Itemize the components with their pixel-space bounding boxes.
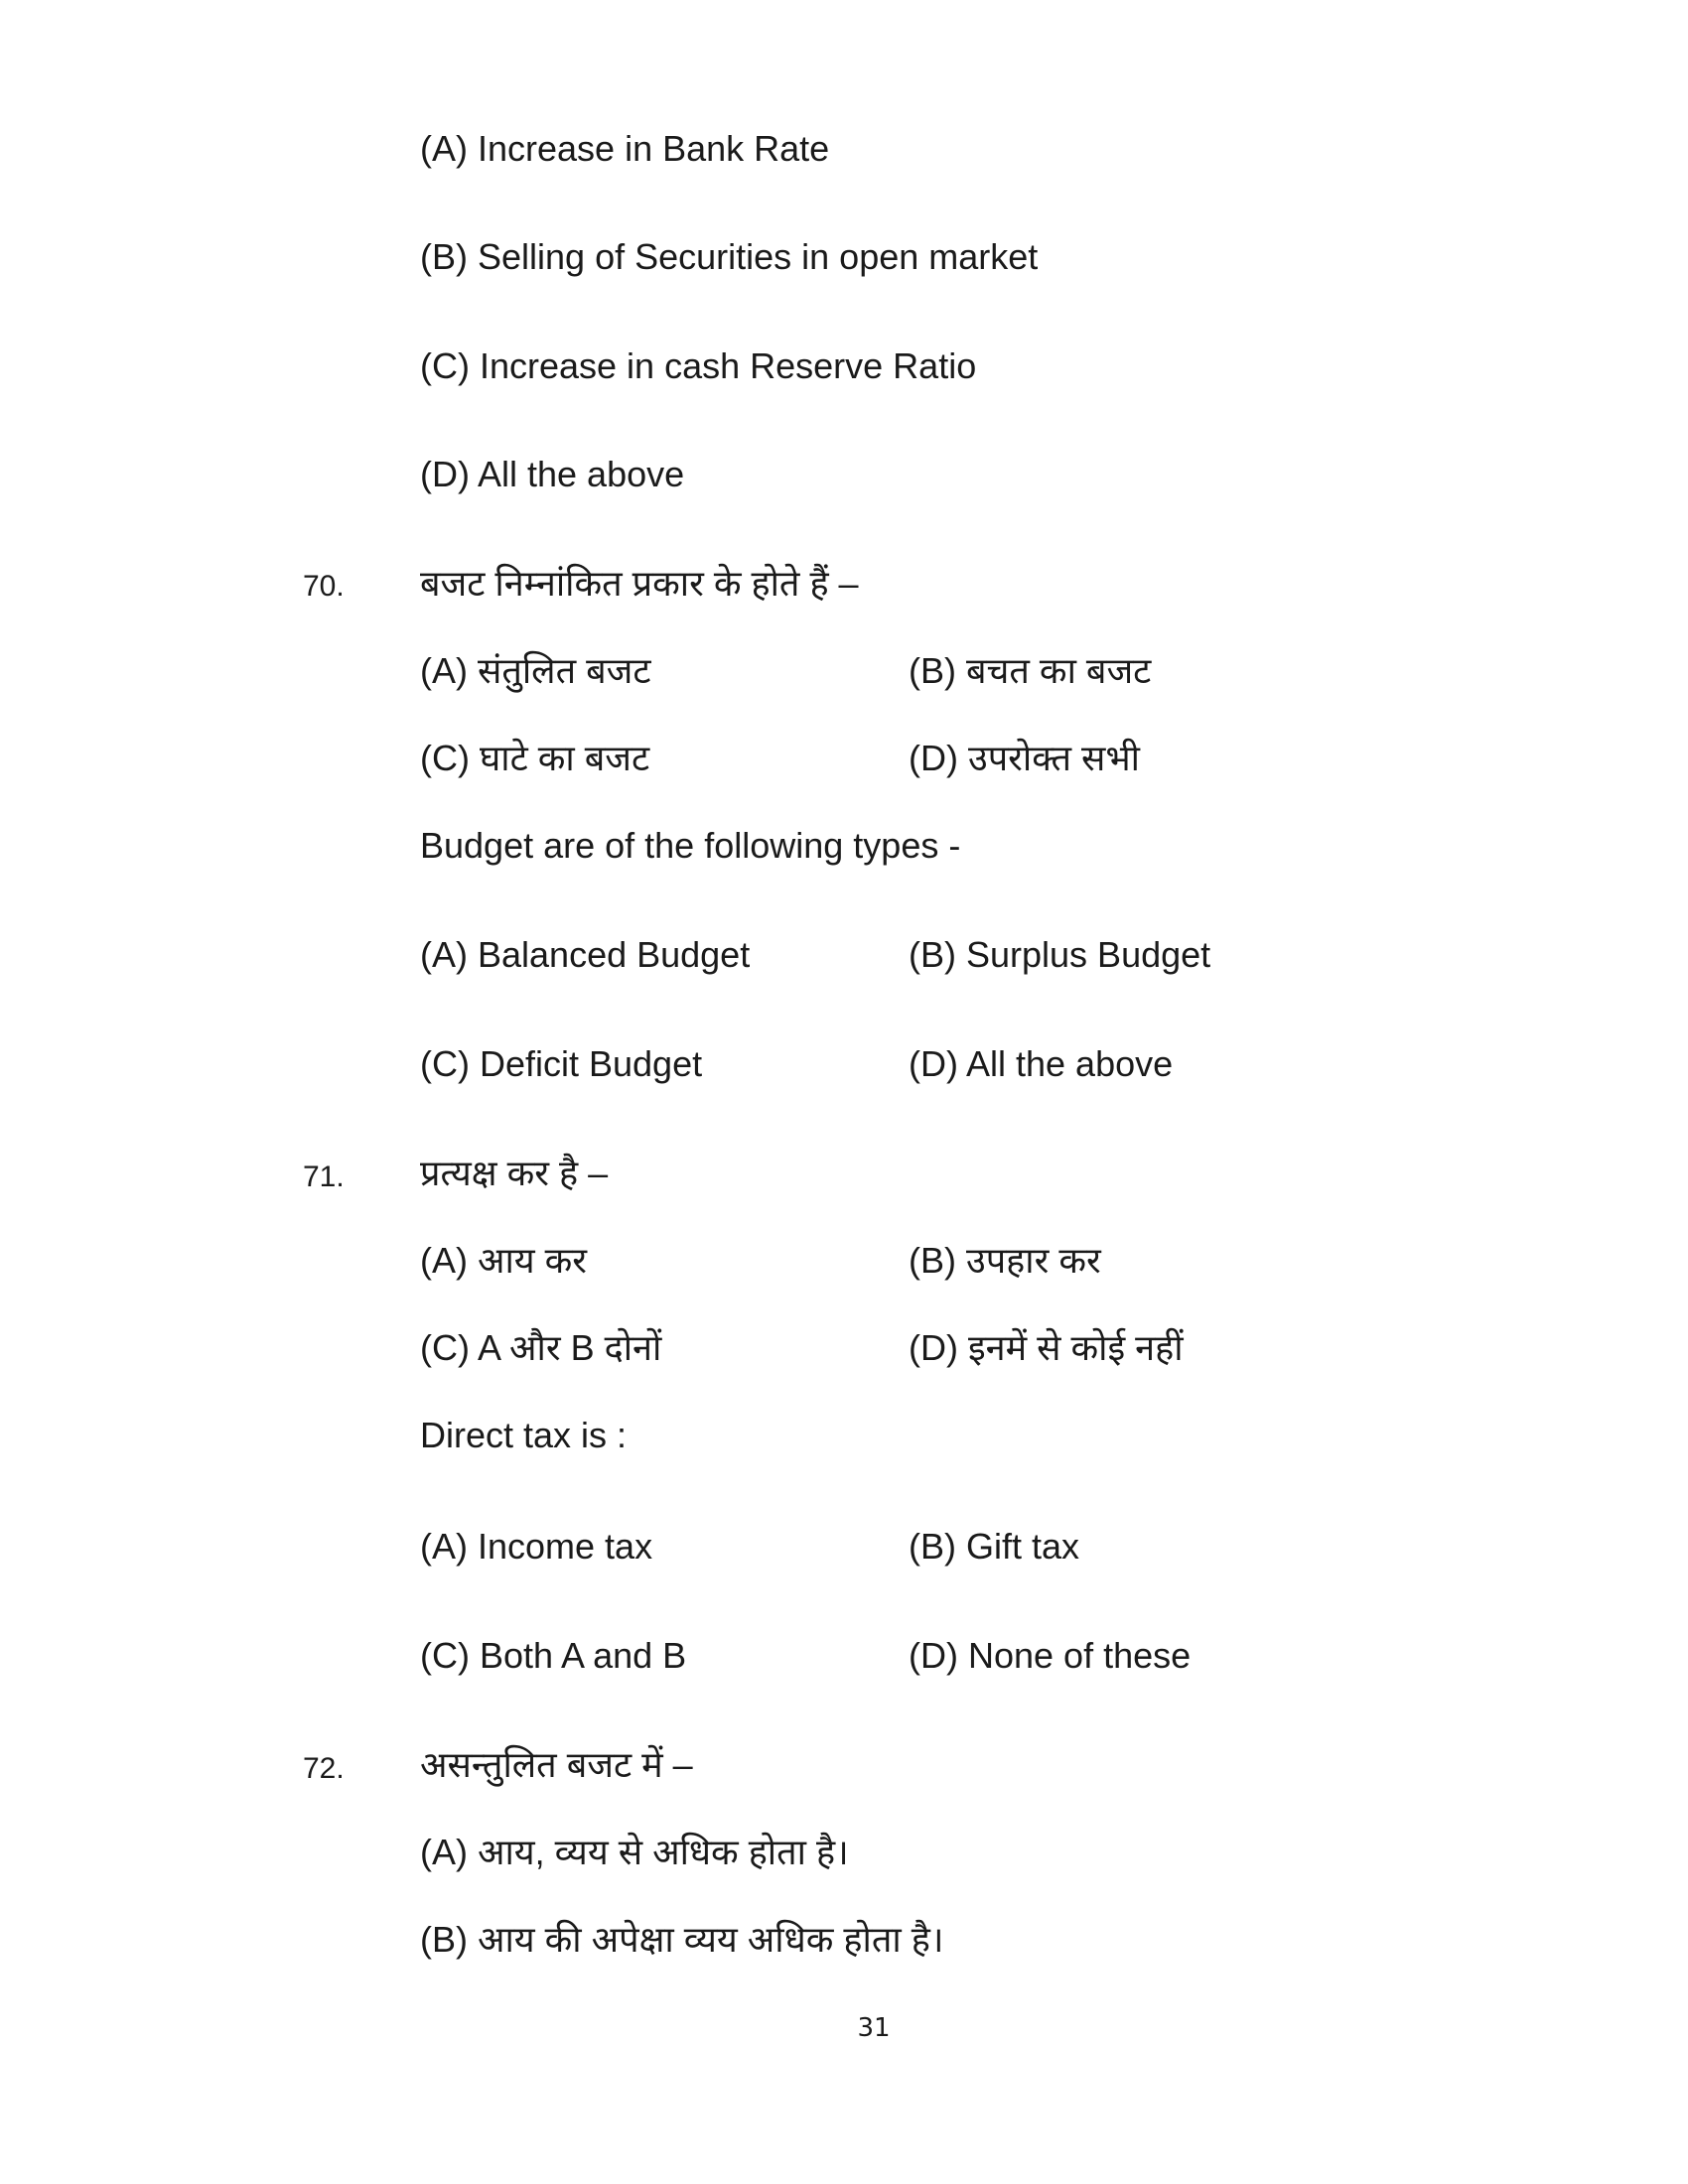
question-71-hindi: प्रत्यक्ष कर है –	[420, 1153, 609, 1193]
q71-english-option-a: (A) Income tax	[420, 1526, 653, 1567]
prev-option-b: (B) Selling of Securities in open market	[420, 236, 1039, 277]
question-71-number: 71.	[303, 1160, 345, 1193]
q71-hindi-option-b: (B) उपहार कर	[909, 1240, 1101, 1281]
q70-hindi-option-d: (D) उपरोक्त सभी	[909, 738, 1140, 778]
question-71-english: Direct tax is :	[420, 1415, 628, 1455]
q71-english-option-b: (B) Gift tax	[909, 1526, 1080, 1567]
q71-english-option-d: (D) None of these	[909, 1635, 1192, 1676]
q71-hindi-option-d: (D) इनमें से कोई नहीं	[909, 1327, 1184, 1368]
prev-option-d: (D) All the above	[420, 454, 685, 494]
question-72-number: 72.	[303, 1752, 345, 1785]
q71-hindi-option-c: (C) A और B दोनों	[420, 1327, 662, 1368]
q71-hindi-option-a: (A) आय कर	[420, 1240, 588, 1281]
prev-option-c: (C) Increase in cash Reserve Ratio	[420, 345, 977, 386]
question-70-english: Budget are of the following types -	[420, 825, 961, 866]
question-70-hindi: बजट निम्नांकित प्रकार के होते हैं –	[420, 563, 859, 604]
q70-hindi-option-a: (A) संतुलित बजट	[420, 650, 651, 691]
q70-english-option-c: (C) Deficit Budget	[420, 1043, 703, 1084]
q72-hindi-option-a: (A) आय, व्यय से अधिक होता है।	[420, 1832, 849, 1872]
q70-english-option-d: (D) All the above	[909, 1043, 1174, 1084]
q70-english-option-b: (B) Surplus Budget	[909, 934, 1211, 975]
q72-hindi-option-b: (B) आय की अपेक्षा व्यय अधिक होता है।	[420, 1919, 944, 1960]
q70-hindi-option-c: (C) घाटे का बजट	[420, 738, 650, 778]
q70-english-option-a: (A) Balanced Budget	[420, 934, 751, 975]
q70-hindi-option-b: (B) बचत का बजट	[909, 650, 1152, 691]
q71-english-option-c: (C) Both A and B	[420, 1635, 687, 1676]
question-70-number: 70.	[303, 570, 345, 603]
question-72-hindi: असन्तुलित बजट में –	[420, 1744, 693, 1785]
page-number: 31	[857, 2013, 891, 2043]
prev-option-a: (A) Increase in Bank Rate	[420, 128, 830, 169]
